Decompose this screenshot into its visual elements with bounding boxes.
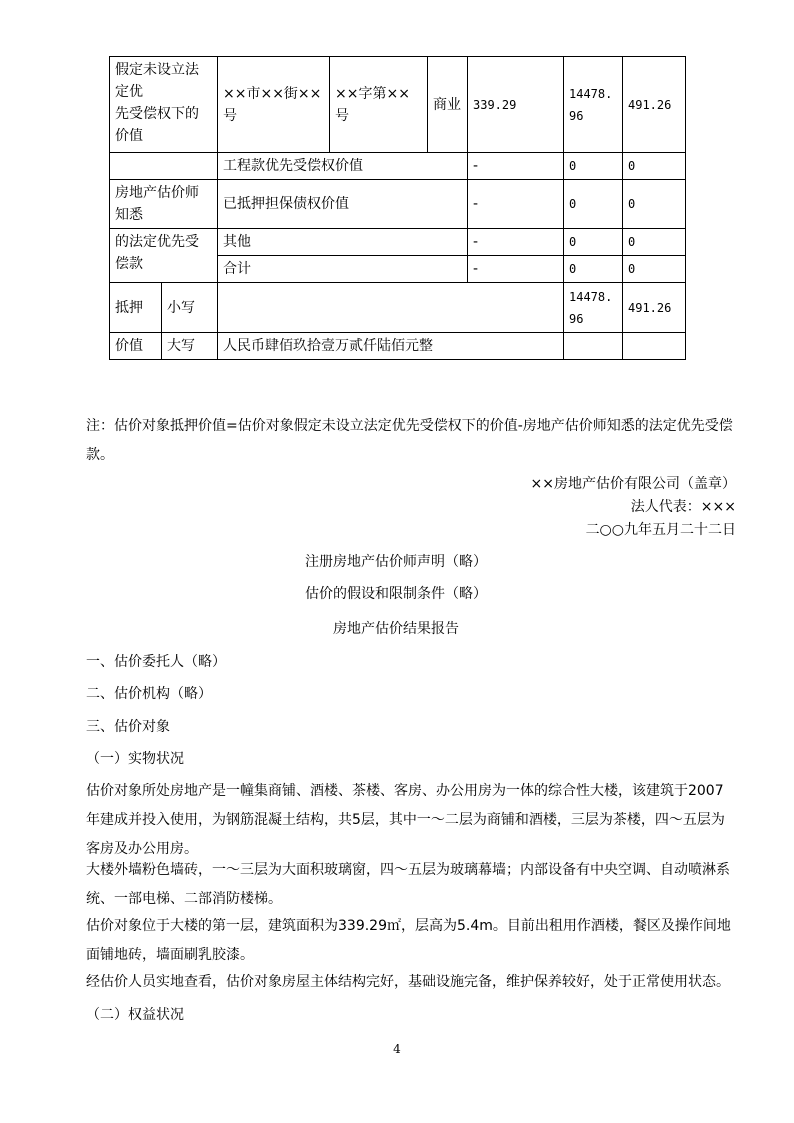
certificate-cell: ××字第××号 [330, 57, 428, 153]
table-row [110, 333, 686, 360]
table-row [110, 180, 686, 229]
row-label: 价值 [110, 333, 162, 360]
table-row [110, 283, 686, 333]
item-cell: 已抵押担保债权价值 [218, 180, 468, 229]
dash-cell: - [468, 153, 564, 180]
subsection-physical: （一）实物状况 [86, 751, 184, 767]
value-cell: 0 [564, 256, 623, 283]
report-date: 二○○九年五月二十二日 [585, 522, 736, 538]
area-cell: 339.29 [468, 57, 564, 153]
row-label: 的法定优先受偿款 [110, 229, 218, 283]
table-row [110, 57, 686, 153]
row-label: 假定未设立法定优 先受偿权下的价值 [110, 57, 218, 153]
item-cell: 合计 [218, 256, 468, 283]
page-number: 4 [393, 1042, 401, 1056]
amount-in-words: 人民币肆佰玖拾壹万贰仟陆佰元整 [218, 333, 564, 360]
empty-cell [623, 333, 686, 360]
section-client: 一、估价委托人（略） [86, 654, 226, 670]
table-row [110, 153, 686, 180]
note-paragraph: 注：估价对象抵押价值=估价对象假定未设立法定优先受偿权下的价值-房地产估价师知悉的法定优先受偿款。 [86, 418, 733, 463]
empty-cell [218, 283, 564, 333]
body-paragraph: 估价对象所处房地产是一幢集商铺、酒楼、茶楼、客房、办公用房为一体的综合性大楼，该建筑于2007年建成并投入使用，为钢筋混凝土结构，共5层，其中一～二层为商铺和酒楼，三层为茶楼，四～五层为客房及办公用房。 [86, 783, 725, 857]
body-paragraph: 经估价人员实地查看，估价对象房屋主体结构完好，基础设施完备，维护保养较好，处于正常使用状态。 [86, 974, 730, 990]
value-cell: 491.26 [623, 283, 686, 333]
row-label: 抵押 [110, 283, 162, 333]
value-cell: 0 [623, 229, 686, 256]
legal-representative: 法人代表：××× [630, 499, 736, 515]
dash-cell: - [468, 180, 564, 229]
sub-label: 小写 [162, 283, 218, 333]
section-agency: 二、估价机构（略） [86, 686, 212, 702]
body-paragraph: 大楼外墙粉色墙砖，一～三层为大面积玻璃窗，四～五层为玻璃幕墙；内部设备有中央空调、自动喷淋系统、一部电梯、二部消防楼梯。 [86, 862, 730, 907]
valuation-table [109, 56, 686, 360]
unit-price-cell: 14478.96 [564, 283, 623, 333]
value-cell: 0 [564, 229, 623, 256]
empty-cell [564, 333, 623, 360]
value-cell: 0 [564, 153, 623, 180]
heading-assumptions: 估价的假设和限制条件（略） [305, 586, 487, 602]
table-row [110, 229, 686, 256]
section-object: 三、估价对象 [86, 719, 170, 735]
dash-cell: - [468, 256, 564, 283]
value-cell: 0 [623, 180, 686, 229]
value-cell: 0 [564, 180, 623, 229]
address-cell: ××市××街××号 [218, 57, 330, 153]
item-cell: 其他 [218, 229, 468, 256]
heading-result-report: 房地产估价结果报告 [333, 621, 459, 637]
value-cell: 491.26 [623, 57, 686, 153]
sub-label: 大写 [162, 333, 218, 360]
subsection-rights: （二）权益状况 [86, 1007, 184, 1023]
body-paragraph: 估价对象位于大楼的第一层，建筑面积为339.29㎡，层高为5.4m。目前出租用作酒楼，餐区及操作间地面铺地砖，墙面刷乳胶漆。 [86, 918, 731, 963]
item-cell: 工程款优先受偿权价值 [218, 153, 468, 180]
use-cell: 商业 [428, 57, 468, 153]
dash-cell: - [468, 229, 564, 256]
heading-appraiser-statement: 注册房地产估价师声明（略） [305, 554, 487, 570]
row-label: 房地产估价师知悉 [110, 180, 218, 229]
empty-cell [110, 153, 218, 180]
unit-price-cell: 14478.96 [564, 57, 623, 153]
value-cell: 0 [623, 153, 686, 180]
company-name: ××房地产估价有限公司（盖章） [530, 476, 736, 492]
value-cell: 0 [623, 256, 686, 283]
